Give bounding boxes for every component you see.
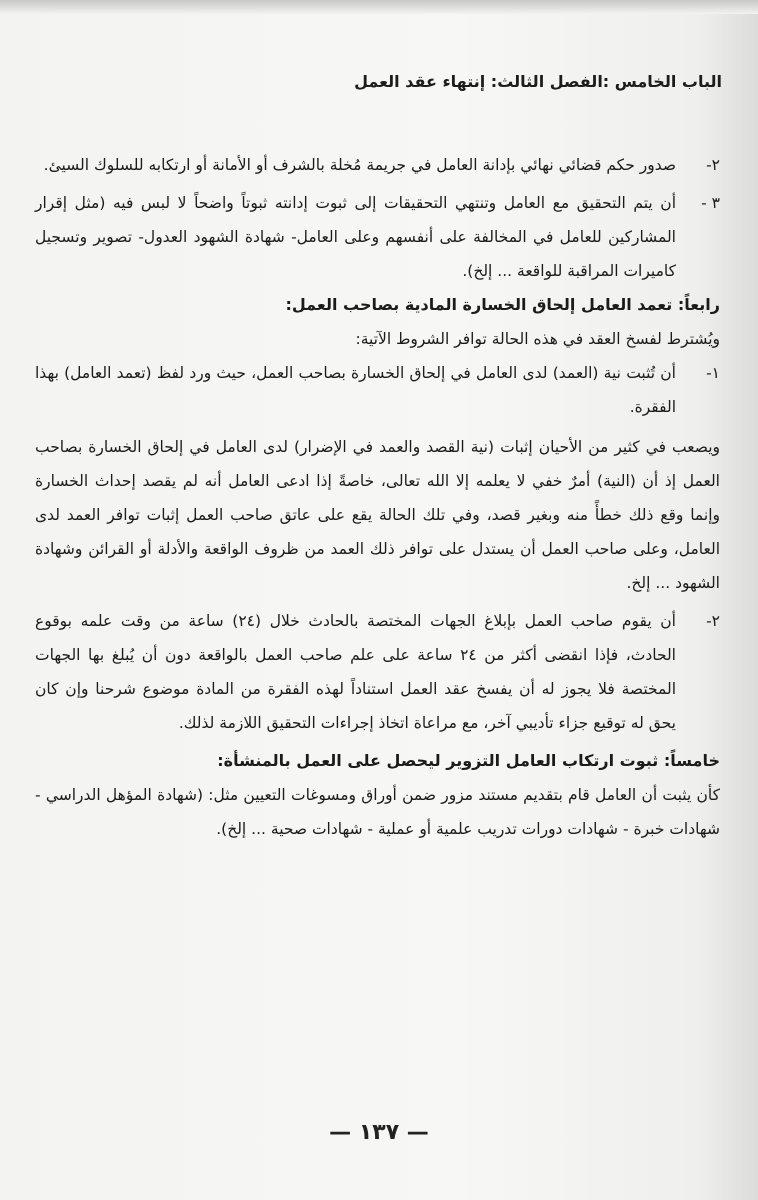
section-4-heading: رابعاً: تعمد العامل إلحاق الخسارة المادية بصاحب العمل:	[285, 295, 720, 314]
list-item-3	[35, 186, 720, 288]
item-text: أن يقوم صاحب العمل بإبلاغ الجهات المختصة بالحادث خلال (٢٤) ساعة من وقت علمه بوقوع الحادث، فإذا انقضى أكثر من ٢٤ ساعة على علم صاحب العمل بالواقعة دون أن يُبلغ بها الجهات المختصة فلا يجوز له أن يفسخ عقد العمل استناداً لهذه الفقرة من المادة موضوع شرحنا وإن كان يحق له توقيع جزاء تأديبي آخر، مع مراعاة اتخاذ إجراءات التحقيق اللازمة لذلك.	[35, 612, 676, 732]
page-edge-shadow	[0, 0, 758, 14]
section-4-intro: ويُشترط لفسخ العقد في هذه الحالة توافر الشروط الآتية:	[355, 330, 720, 348]
list-item-4-2	[35, 604, 720, 740]
page-number: — ١٣٧ —	[329, 1120, 429, 1145]
item-number: ٢-	[706, 612, 720, 630]
item-text: صدور حكم قضائي نهائي بإدانة العامل في جريمة مُخلة بالشرف أو الأمانة أو ارتكابه للسلوك السيئ.	[43, 156, 676, 174]
chapter-title: الباب الخامس :الفصل الثالث: إنتهاء عقد العمل	[354, 72, 722, 91]
list-item-4-1	[35, 356, 720, 424]
item-text: أن يتم التحقيق مع العامل وتنتهي التحقيقات إلى ثبوت إدانته ثبوتاً واضحاً لا لبس فيه (مثل إقرار المشاركين للعامل في المخالفة على أنفسهم وعلى العامل- شهادة الشهود العدول- تصوير وتسجيل كاميرات المراقبة للواقعة ... إلخ).	[35, 194, 676, 280]
item-number: ٣ -	[701, 194, 720, 212]
section-5-heading: خامساً: ثبوت ارتكاب العامل التزوير ليحصل على العمل بالمنشأة:	[217, 751, 720, 770]
running-header	[30, 70, 730, 100]
section-5-paragraph: كأن يثبت أن العامل قام بتقديم مستند مزور ضمن أوراق ومسوغات التعيين مثل: (شهادة المؤهل الدراسي - شهادات خبرة - شهادات دورات تدريب علمية أو عملية - شهادات صحية ... إلخ).	[35, 786, 720, 838]
item-number: ١-	[706, 364, 720, 382]
list-item-2-top	[35, 148, 720, 182]
item-text: أن تُثبت نية (العمد) لدى العامل في إلحاق الخسارة بصاحب العمل، حيث ورد لفظ (تعمد العامل) بهذا الفقرة.	[35, 364, 676, 416]
section-4-paragraph: ويصعب في كثير من الأحيان إثبات (نية القصد والعمد في الإضرار) لدى العامل في إلحاق الخسارة بصاحب العمل إذ أن (النية) أمرٌ خفي لا يعلمه إلا الله تعالى، خاصةً إذا ادعى العامل أنه لم يقصد إحداث الخسارة وإنما وقع ذلك خطأً منه وبغير قصد، وفي تلك الحالة يقع على عاتق صاحب العمل إثبات توافر العمد لدى العامل، وعلى صاحب العمل أن يستدل على توافر ذلك العمد من ظروف الواقعة والأدلة أو القرائن وشهادة الشهود ... إلخ.	[35, 438, 720, 592]
page-body	[35, 148, 720, 846]
item-number: ٢-	[706, 156, 720, 174]
